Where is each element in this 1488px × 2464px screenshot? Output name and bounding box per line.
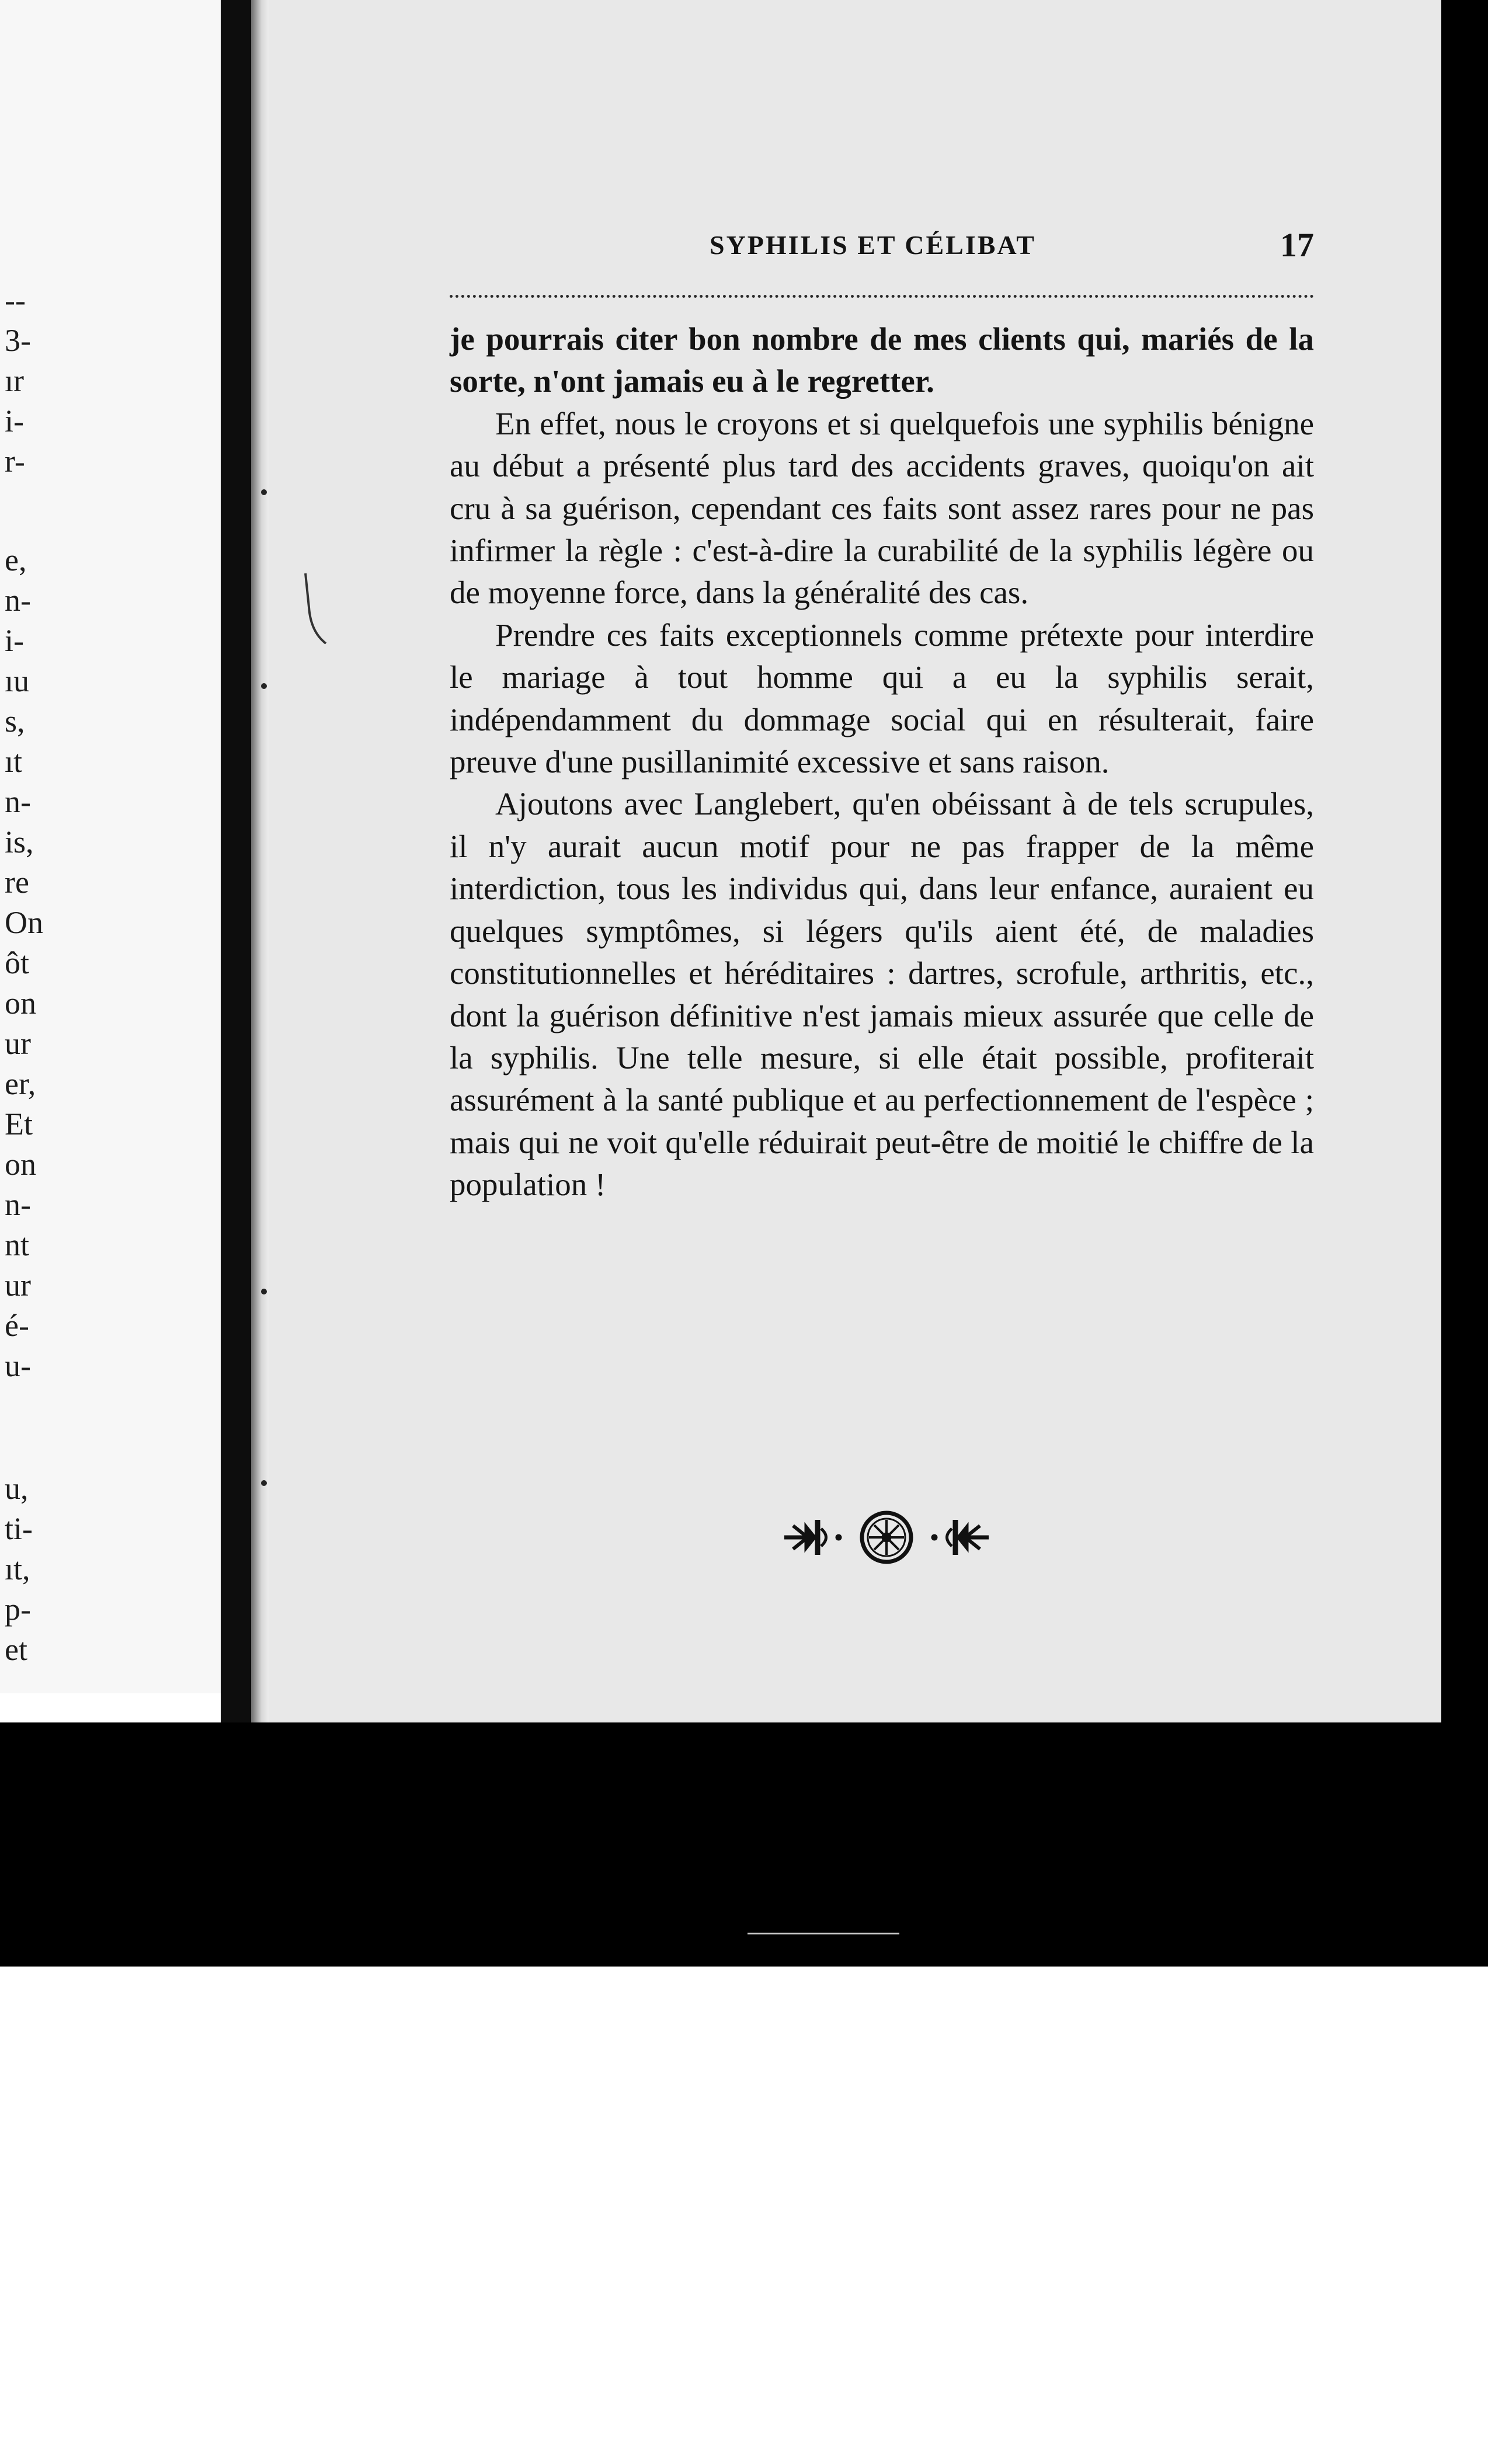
header-rule xyxy=(450,295,1314,298)
facing-page-fragment: ıt, xyxy=(5,1551,30,1586)
facing-page-fragment: re xyxy=(5,865,29,900)
facing-page-fragment: ır xyxy=(5,363,24,398)
margin-specks xyxy=(245,479,339,2464)
page-number: 17 xyxy=(1280,226,1314,264)
facing-page-fragment: s, xyxy=(5,704,25,739)
facing-page-fragment: e, xyxy=(5,542,27,577)
scan-border-right xyxy=(1441,0,1488,1967)
facing-page-fragment: n- xyxy=(5,1187,31,1222)
facing-page-fragment: ôt xyxy=(5,945,30,980)
facing-page-fragment: er, xyxy=(5,1066,36,1101)
running-header xyxy=(450,225,1314,266)
facing-page-fragment: on xyxy=(5,986,36,1021)
facing-page-fragments-2 xyxy=(5,540,57,1386)
scan-border-bottom xyxy=(0,1722,1488,1967)
facing-page-fragment: i- xyxy=(5,403,24,438)
facing-page-fragments-3 xyxy=(5,1468,57,1670)
facing-page-fragment: i- xyxy=(5,623,24,658)
facing-page-fragment: é- xyxy=(5,1308,29,1343)
facing-page-fragments-1 xyxy=(5,280,57,482)
facing-page-fragment: n- xyxy=(5,583,31,618)
paragraph-1: je pourrais citer bon nombre de mes clients qui, mariés de la sorte, n'ont jamais eu à le regretter. xyxy=(450,321,1314,399)
facing-page-fragment: ıt xyxy=(5,744,23,779)
paragraph-3: Prendre ces faits exceptionnels comme prétexte pour interdire le mariage à tout homme qui a eu la syphilis serait, indépendamment du dommage social qui en résulterait, faire preuve d'une pusillanimité excessive et sans raison. xyxy=(450,617,1314,780)
facing-page-fragment: u, xyxy=(5,1471,29,1506)
body-text xyxy=(450,318,1314,1206)
scan-artifact-line xyxy=(748,1933,899,1934)
facing-page-fragment: -- xyxy=(5,283,26,318)
facing-page-fragment: Et xyxy=(5,1106,33,1141)
running-title: SYPHILIS ET CÉLIBAT xyxy=(710,230,1036,260)
facing-page-fragment: n- xyxy=(5,784,31,819)
paragraph-4: Ajoutons avec Langlebert, qu'en obéissant à de tels scrupules, il n'y aurait aucun motif pour ne pas frapper de la même interdiction, tous les individus qui, dans leur enfance, auraient eu quelques symptômes, si légers qu'ils aient été, de maladies constitutionnelles et héréditaires : dartres, scrofule, arthritis, etc., dont la guérison définitive n'est jamais mieux assurée que celle de la syphilis. Une telle mesure, si elle était possible, profiterait assurément à la santé publique et au perfectionnement de l'espèce ; mais qui ne voit qu'elle réduirait peut-être de moitié le chiffre de la population ! xyxy=(450,786,1314,1203)
facing-page-fragment: is, xyxy=(5,824,34,859)
facing-page-fragment: et xyxy=(5,1632,27,1667)
facing-page-fragment: r- xyxy=(5,444,25,479)
facing-page-fragment: p- xyxy=(5,1592,31,1627)
facing-page-fragment: ıu xyxy=(5,663,30,698)
facing-page-fragment: 3- xyxy=(5,323,31,358)
facing-page-fragment: On xyxy=(5,905,43,940)
facing-page-fragment: ur xyxy=(5,1268,31,1303)
facing-page xyxy=(0,0,221,1693)
facing-page-fragment: ur xyxy=(5,1026,31,1061)
facing-page-fragment: ti- xyxy=(5,1511,33,1546)
facing-page-fragment: nt xyxy=(5,1227,30,1262)
tailpiece-ornament xyxy=(781,1508,992,1567)
paragraph-2: En effet, nous le croyons et si quelquefois une syphilis bénigne au début a présenté plus tard des accidents graves, quoiqu'on ait cru à sa guérison, cependant ces faits sont assez rares pour ne pas infirmer la règle : c'est-à-dire la curabilité de la syphilis légère ou de moyenne force, dans la généralité des cas. xyxy=(450,405,1314,611)
facing-page-fragment: on xyxy=(5,1147,36,1182)
facing-page-fragment: u- xyxy=(5,1348,31,1383)
